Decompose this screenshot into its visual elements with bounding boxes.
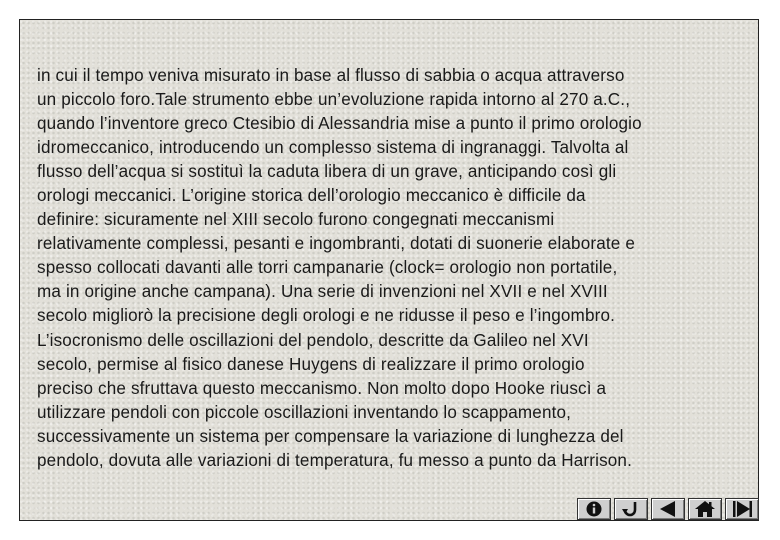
info-button[interactable] [577, 498, 611, 520]
text-line: orologi meccanici. L’origine storica dell’orologio meccanico è difficile da [37, 186, 586, 206]
text-line: relativamente complessi, pesanti e ingombranti, dotati di suonerie elaborate e [37, 234, 635, 254]
text-line: preciso che sfruttava questo meccanismo. Non molto dopo Hooke riuscì a [37, 378, 607, 398]
text-line: definire: sicuramente nel XIII secolo furono congegnati meccanismi [37, 210, 555, 230]
text-line: in cui il tempo veniva misurato in base al flusso di sabbia o acqua attraverso [37, 66, 625, 85]
last-slide-button[interactable] [725, 498, 759, 520]
text-line: ma in origine anche campana). Una serie di invenzioni nel XVII e nel XVIII [37, 282, 608, 302]
navigation-bar [577, 498, 759, 520]
text-line: flusso dell’acqua si sostituì la caduta libera di un grave, anticipando così gli [37, 162, 617, 182]
text-line: idromeccanico, introducendo un complesso sistema di ingranaggi. Talvolta al [37, 138, 629, 158]
text-line: successivamente un sistema per compensare la variazione di lunghezza del [37, 426, 624, 446]
home-icon [694, 500, 716, 518]
text-line: secolo, permise al fisico danese Huygens di realizzare il primo orologio [37, 354, 585, 374]
last-slide-icon [731, 500, 753, 518]
text-line: L’isocronismo delle oscillazioni del pendolo, descritte da Galileo nel XVI [37, 330, 589, 350]
slide-panel [19, 19, 759, 521]
body-text [37, 64, 742, 473]
text-line: un piccolo foro.Tale strumento ebbe un’evoluzione rapida intorno al 270 a.C., [37, 90, 631, 110]
home-button[interactable] [688, 498, 722, 520]
previous-button[interactable] [651, 498, 685, 520]
info-icon [584, 500, 604, 518]
text-line: spesso collocati davanti alle torri campanarie (clock= orologio non portatile, [37, 258, 618, 278]
previous-icon [657, 500, 679, 518]
text-line: secolo migliorò la precisione degli orologi e ne ridusse il peso e l’ingombro. [37, 306, 615, 326]
return-button[interactable] [614, 498, 648, 520]
text-line: pendolo, dovuta alle variazioni di temperatura, fu messo a punto da Harrison. [37, 450, 632, 470]
return-icon [621, 500, 641, 518]
text-line: quando l’inventore greco Ctesibio di Alessandria mise a punto il primo orologio [37, 114, 642, 134]
text-line: utilizzare pendoli con piccole oscillazioni inventando lo scappamento, [37, 402, 572, 422]
